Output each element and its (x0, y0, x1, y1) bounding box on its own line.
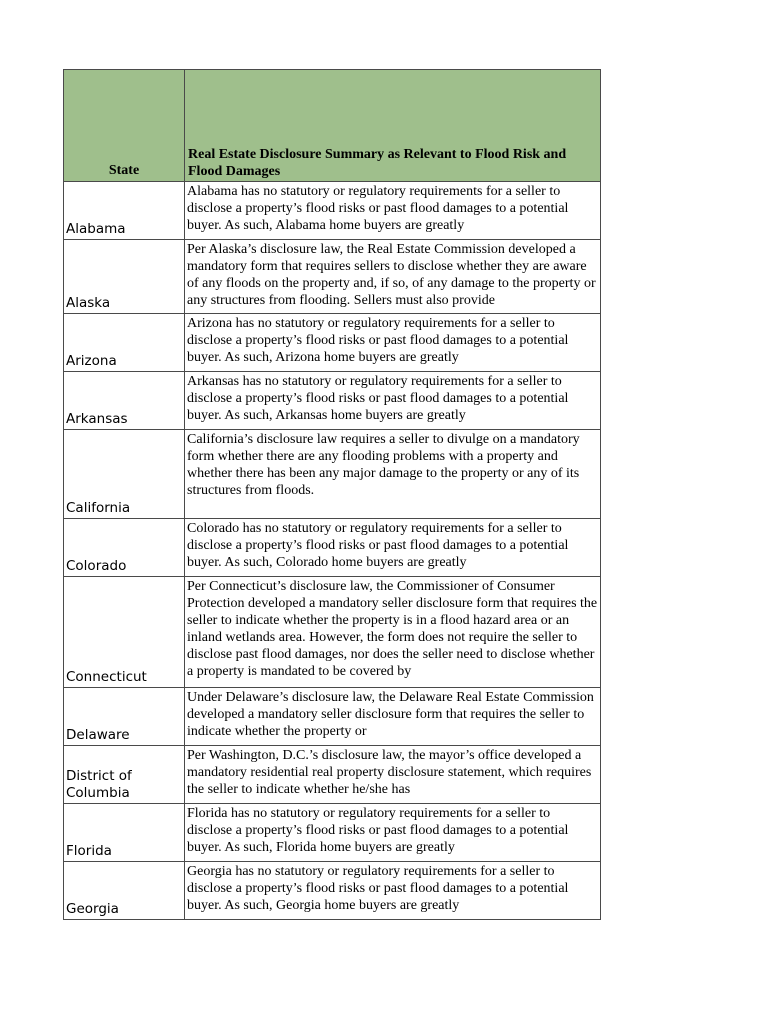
summary-cell[interactable] (185, 519, 601, 577)
summary-text: Per Connecticut’s disclosure law, the Commissioner of Consumer Protection developed a mandatory seller disclosure form that requires the seller to indicate whether the property is in a flood hazard area or an inland wetlands area. However, the form does not require the seller to disclose past flood damages, nor does the seller need to disclose whether a property is mandated to be covered by (187, 579, 598, 679)
state-cell[interactable]: Arkansas (64, 372, 185, 430)
summary-cell[interactable] (185, 240, 601, 314)
summary-cell[interactable] (185, 577, 601, 688)
table-row (64, 577, 601, 688)
table-row (64, 746, 601, 804)
summary-cell[interactable] (185, 746, 601, 804)
summary-cell[interactable] (185, 430, 601, 519)
state-cell[interactable]: Florida (64, 804, 185, 862)
state-cell[interactable]: Alaska (64, 240, 185, 314)
table-row (64, 182, 601, 240)
summary-cell[interactable] (185, 804, 601, 862)
state-cell[interactable]: Connecticut (64, 577, 185, 688)
table-row (64, 804, 601, 862)
state-cell[interactable]: California (64, 430, 185, 519)
flood-disclosure-table (63, 69, 601, 920)
state-cell[interactable]: District of Columbia (64, 746, 185, 804)
state-cell[interactable]: Colorado (64, 519, 185, 577)
summary-cell[interactable] (185, 688, 601, 746)
state-cell[interactable]: Delaware (64, 688, 185, 746)
summary-text: Alabama has no statutory or regulatory requirements for a seller to disclose a property’s flood risks or past flood damages to a potential buyer. As such, Alabama home buyers are greatly (187, 184, 569, 233)
table-row (64, 240, 601, 314)
state-column-header[interactable]: State (64, 70, 185, 182)
state-cell[interactable]: Arizona (64, 314, 185, 372)
summary-text: California’s disclosure law requires a seller to divulge on a mandatory form whether there are any flooding problems with a property and whether there has been any major damage to the property or any of its structures from floods. (187, 432, 580, 498)
summary-text: Arkansas has no statutory or regulatory requirements for a seller to disclose a property’s flood risks or past flood damages to a potential buyer. As such, Arkansas home buyers are greatly (187, 374, 569, 423)
summary-text: Colorado has no statutory or regulatory requirements for a seller to disclose a property’s flood risks or past flood damages to a potential buyer. As such, Colorado home buyers are greatly (187, 521, 569, 570)
state-cell[interactable]: Alabama (64, 182, 185, 240)
table-row (64, 314, 601, 372)
summary-text: Georgia has no statutory or regulatory requirements for a seller to disclose a property’s flood risks or past flood damages to a potential buyer. As such, Georgia home buyers are greatly (187, 864, 569, 913)
state-cell[interactable]: Georgia (64, 862, 185, 920)
table-row (64, 519, 601, 577)
summary-cell[interactable] (185, 372, 601, 430)
summary-cell[interactable] (185, 182, 601, 240)
summary-text: Per Alaska’s disclosure law, the Real Estate Commission developed a mandatory form that requires sellers to disclose whether they are aware of any floods on the property and, if so, of any damage to the property or any structures from flooding. Sellers must also provide (187, 242, 596, 308)
summary-column-header[interactable]: Real Estate Disclosure Summary as Relevant to Flood Risk and Flood Damages (185, 70, 601, 182)
table-row (64, 862, 601, 920)
header-row (64, 70, 601, 182)
table-row (64, 372, 601, 430)
table-row (64, 430, 601, 519)
summary-text: Under Delaware’s disclosure law, the Delaware Real Estate Commission developed a mandatory seller disclosure form that requires the seller to indicate whether the property or (187, 690, 594, 739)
summary-text: Arizona has no statutory or regulatory requirements for a seller to disclose a property’s flood risks or past flood damages to a potential buyer. As such, Arizona home buyers are greatly (187, 316, 569, 365)
table-row (64, 688, 601, 746)
summary-text: Per Washington, D.C.’s disclosure law, the mayor’s office developed a mandatory residential real property disclosure statement, which requires the seller to indicate whether he/she has (187, 748, 592, 797)
summary-text: Florida has no statutory or regulatory requirements for a seller to disclose a property’s flood risks or past flood damages to a potential buyer. As such, Florida home buyers are greatly (187, 806, 569, 855)
summary-cell[interactable] (185, 314, 601, 372)
summary-cell[interactable] (185, 862, 601, 920)
